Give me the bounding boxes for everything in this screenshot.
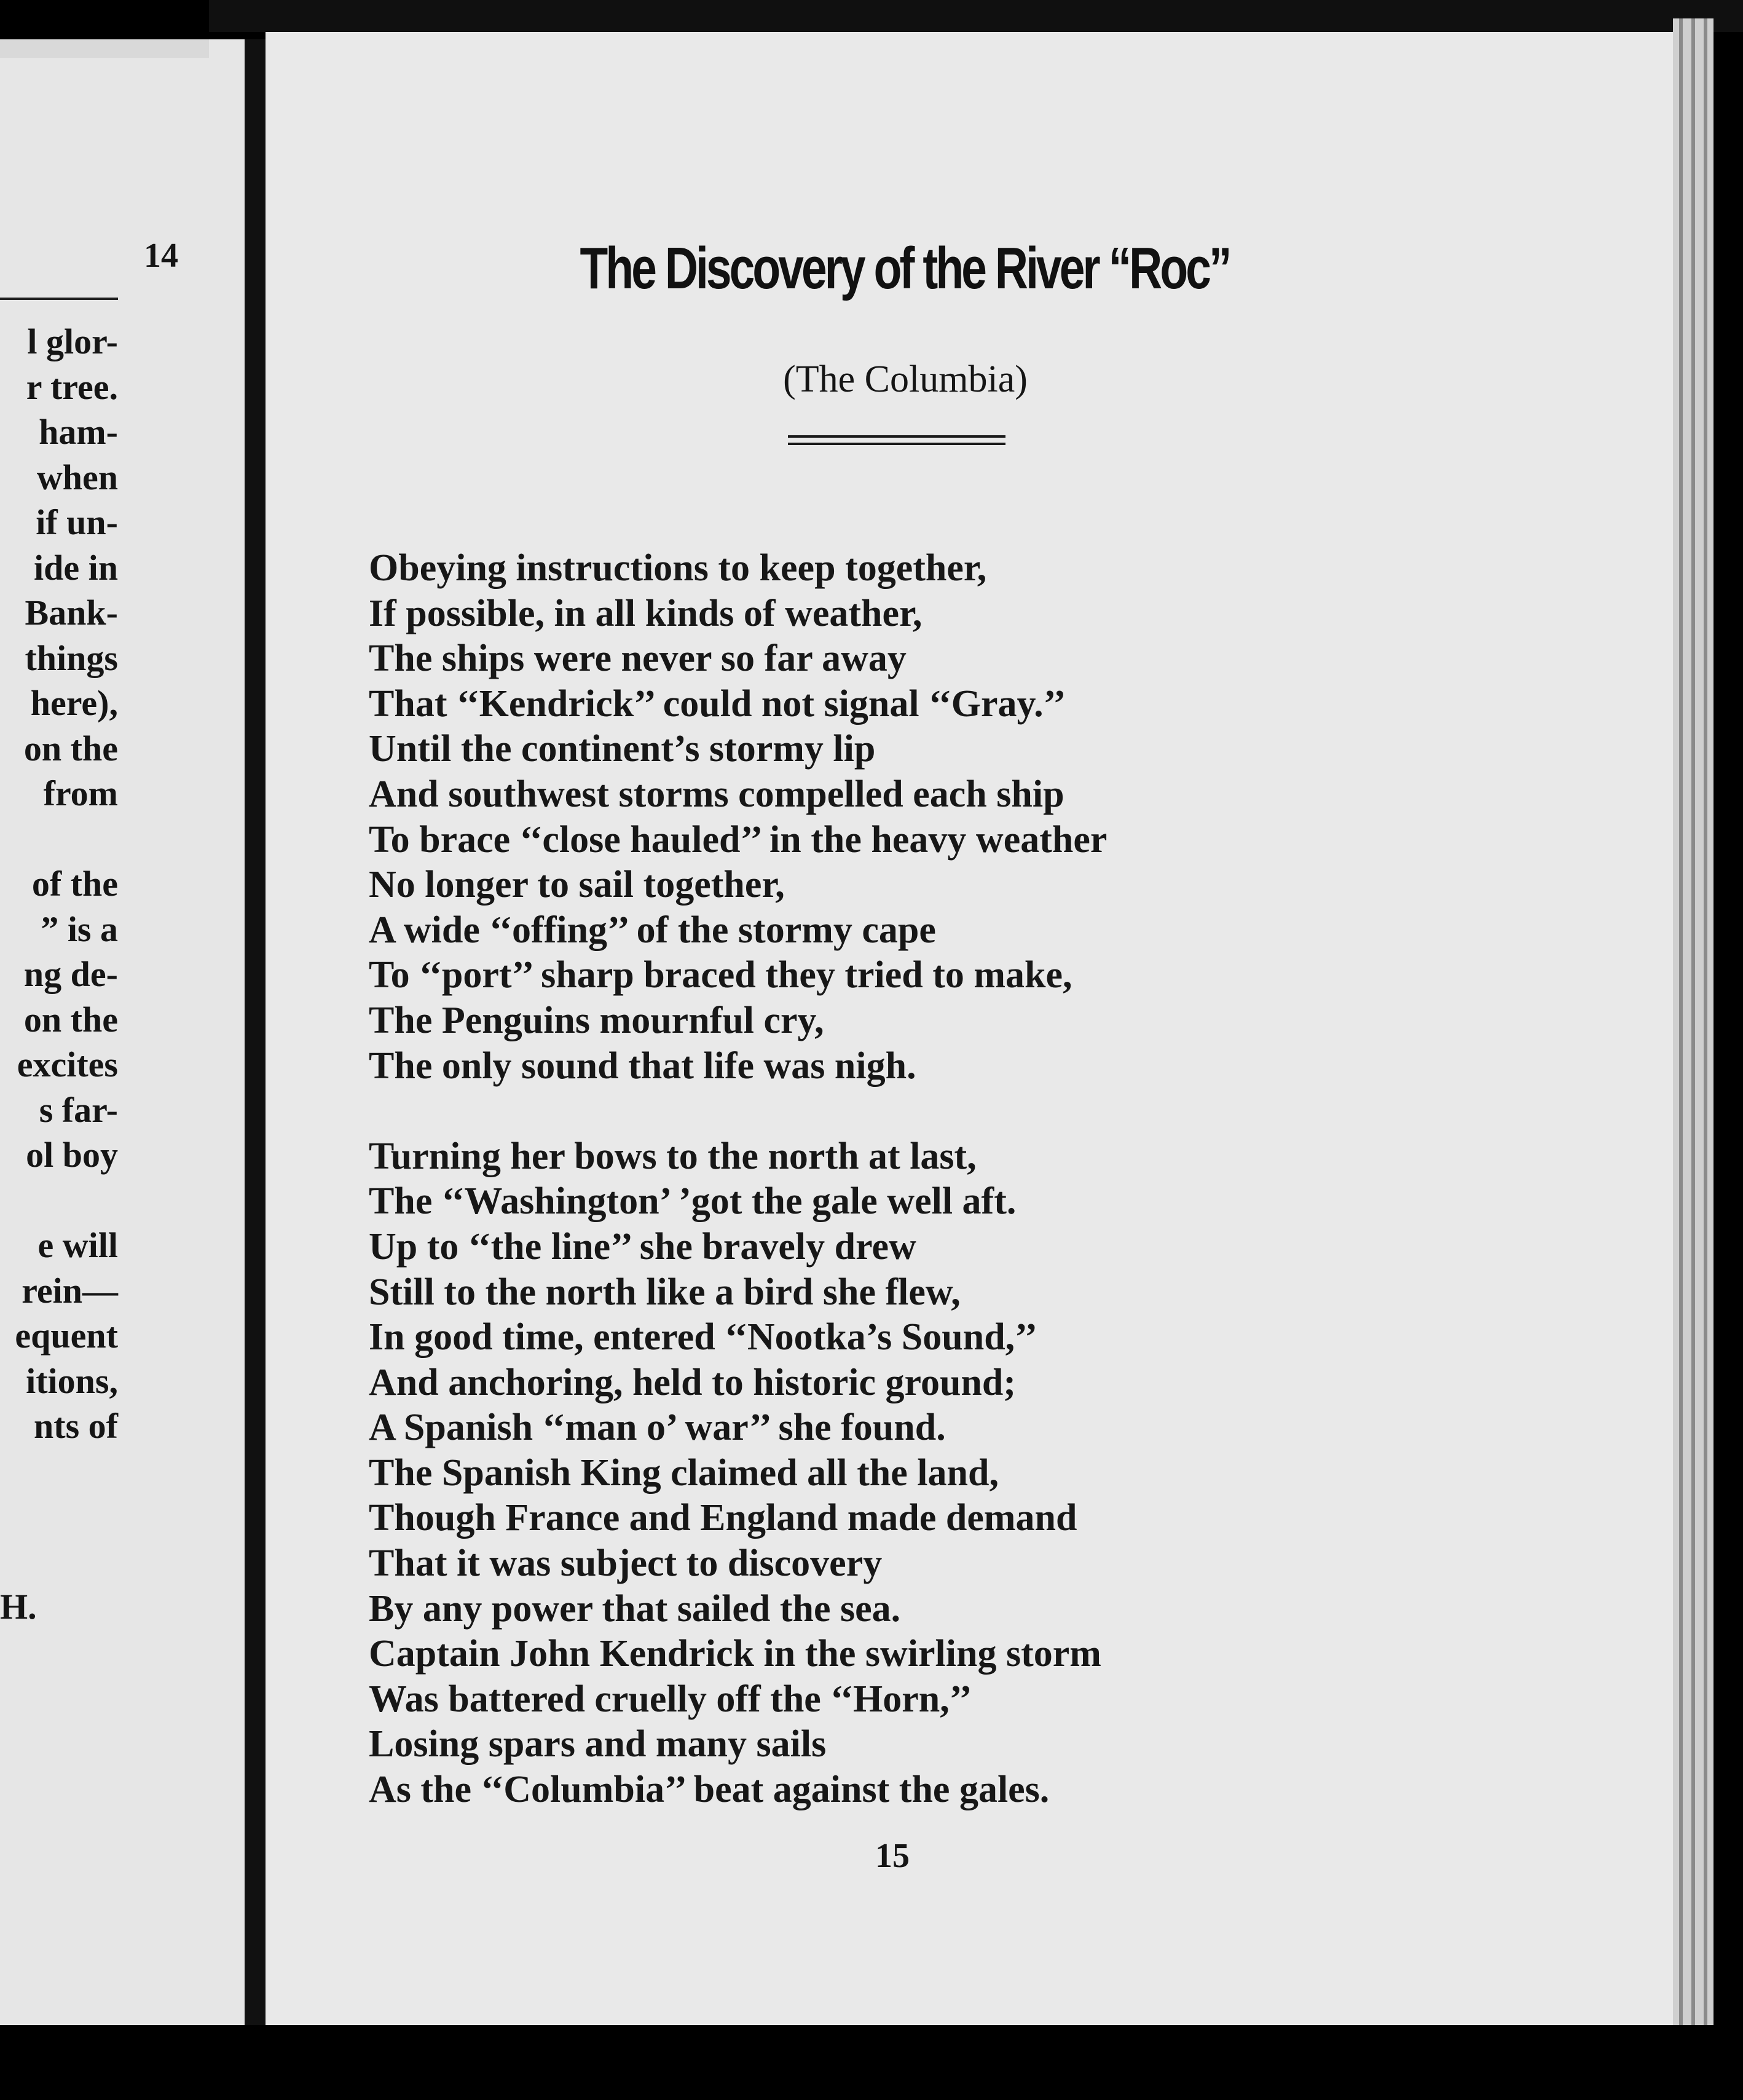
left-page-text-fragment: ol boy bbox=[26, 1135, 118, 1175]
right-page bbox=[266, 32, 1673, 2025]
left-page-text-fragment: ham- bbox=[39, 412, 118, 452]
left-page-blank-line bbox=[0, 1178, 118, 1223]
left-page-text-fragment: itions, bbox=[26, 1360, 118, 1401]
left-page-text-fragment: on the bbox=[23, 728, 118, 768]
left-page-text-fragment: equent bbox=[15, 1316, 118, 1356]
left-page-text-fragment: ” is a bbox=[41, 909, 118, 949]
right-page-number: 15 bbox=[875, 1837, 910, 1875]
poem-line: Though France and England made demand bbox=[369, 1497, 1077, 1539]
poem-line: And southwest storms compelled each ship bbox=[369, 773, 1064, 815]
left-page-top-edge bbox=[0, 39, 209, 58]
poem-title: The Discovery of the River “Roc” bbox=[580, 235, 1230, 301]
left-page-text-fragment: H. bbox=[0, 1587, 37, 1627]
left-page-text-fragment: excites bbox=[17, 1044, 118, 1084]
left-page-text-fragment: nts of bbox=[34, 1406, 118, 1446]
page-stack-edge bbox=[1673, 18, 1713, 2025]
left-page-text-fragment: when bbox=[36, 457, 118, 497]
left-page-text-fragment: ide in bbox=[34, 547, 118, 588]
title-double-rule bbox=[788, 435, 1005, 445]
poem-line: The ‘‘Washington’ ’got the gale well aft. bbox=[369, 1180, 1017, 1223]
poem-line: That ‘‘Kendrick’’ could not signal ‘‘Gray.’’ bbox=[369, 682, 1066, 725]
scan-bottom-border bbox=[0, 2025, 1743, 2100]
poem-line: Losing spars and many sails bbox=[369, 1723, 827, 1766]
left-page bbox=[0, 39, 246, 2025]
poem-line: As the ‘‘Columbia’’ beat against the gales. bbox=[369, 1769, 1050, 1811]
poem-subtitle: (The Columbia) bbox=[783, 358, 1028, 400]
left-page-text-fragment: e will bbox=[37, 1225, 118, 1265]
poem-line: The Penguins mournful cry, bbox=[369, 999, 824, 1041]
left-page-text-fragment: here), bbox=[30, 683, 118, 723]
page-edge-line bbox=[1704, 18, 1707, 2025]
left-page-text-fragment: from bbox=[43, 773, 118, 813]
left-page-blank-line bbox=[0, 1494, 118, 1539]
left-page-text-fragment: of the bbox=[31, 864, 118, 904]
poem-line: Turning her bows to the north at last, bbox=[369, 1135, 977, 1177]
left-page-blank-line bbox=[0, 1539, 118, 1585]
page-edge-line bbox=[1691, 18, 1695, 2025]
left-page-text-fragment: Bank- bbox=[25, 593, 118, 633]
left-page-text-fragment: on the bbox=[23, 999, 118, 1040]
poem-line: Was battered cruelly off the ‘‘Horn,’’ bbox=[369, 1678, 972, 1720]
left-page-text-fragment: r tree. bbox=[26, 366, 118, 407]
left-page-header-rule bbox=[0, 298, 118, 300]
left-page-blank-line bbox=[0, 816, 118, 862]
poem-line: No longer to sail together, bbox=[369, 864, 785, 906]
poem-line: Obeying instructions to keep together, bbox=[369, 547, 987, 589]
left-page-text-fragments bbox=[0, 319, 118, 1630]
scan-top-border bbox=[209, 0, 1743, 32]
poem-line: To brace ‘‘close hauled’’ in the heavy weather bbox=[369, 818, 1108, 861]
book-gutter bbox=[245, 39, 266, 2025]
poem-line: That it was subject to discovery bbox=[369, 1542, 883, 1585]
left-page-number: 14 bbox=[144, 237, 178, 275]
poem-line: In good time, entered ‘‘Nootka’s Sound,’’ bbox=[369, 1316, 1037, 1359]
poem-line: A wide ‘‘offing’’ of the stormy cape bbox=[369, 909, 936, 951]
page-edge-line bbox=[1679, 18, 1683, 2025]
left-page-text-fragment: l glor- bbox=[27, 322, 118, 361]
poem-line: If possible, in all kinds of weather, bbox=[369, 592, 923, 634]
left-page-text-fragment: rein— bbox=[22, 1270, 118, 1311]
poem-line: The only sound that life was nigh. bbox=[369, 1044, 916, 1087]
poem-line: Captain John Kendrick in the swirling storm bbox=[369, 1633, 1101, 1675]
poem-line: A Spanish ‘‘man o’ war’’ she found. bbox=[369, 1407, 946, 1449]
left-page-text-fragment: things bbox=[25, 638, 118, 678]
poem-line: And anchoring, held to historic ground; bbox=[369, 1361, 1017, 1403]
poem-line: The ships were never so far away bbox=[369, 638, 907, 680]
poem-body bbox=[369, 546, 1598, 1813]
poem-line: The Spanish King claimed all the land, bbox=[369, 1451, 999, 1494]
poem-line: Until the continent’s stormy lip bbox=[369, 728, 876, 770]
poem-line: To ‘‘port’’ sharp braced they tried to make, bbox=[369, 954, 1072, 997]
left-page-blank-line bbox=[0, 1449, 118, 1494]
stanza-break bbox=[369, 1089, 1598, 1134]
left-page-text-fragment: ng de- bbox=[23, 954, 118, 994]
left-page-text-fragment: if un- bbox=[36, 502, 118, 542]
left-page-text-fragment: s far- bbox=[39, 1089, 118, 1130]
poem-line: By any power that sailed the sea. bbox=[369, 1587, 901, 1630]
poem-line: Still to the north like a bird she flew, bbox=[369, 1271, 961, 1313]
poem-line: Up to ‘‘the line’’ she bravely drew bbox=[369, 1225, 916, 1268]
